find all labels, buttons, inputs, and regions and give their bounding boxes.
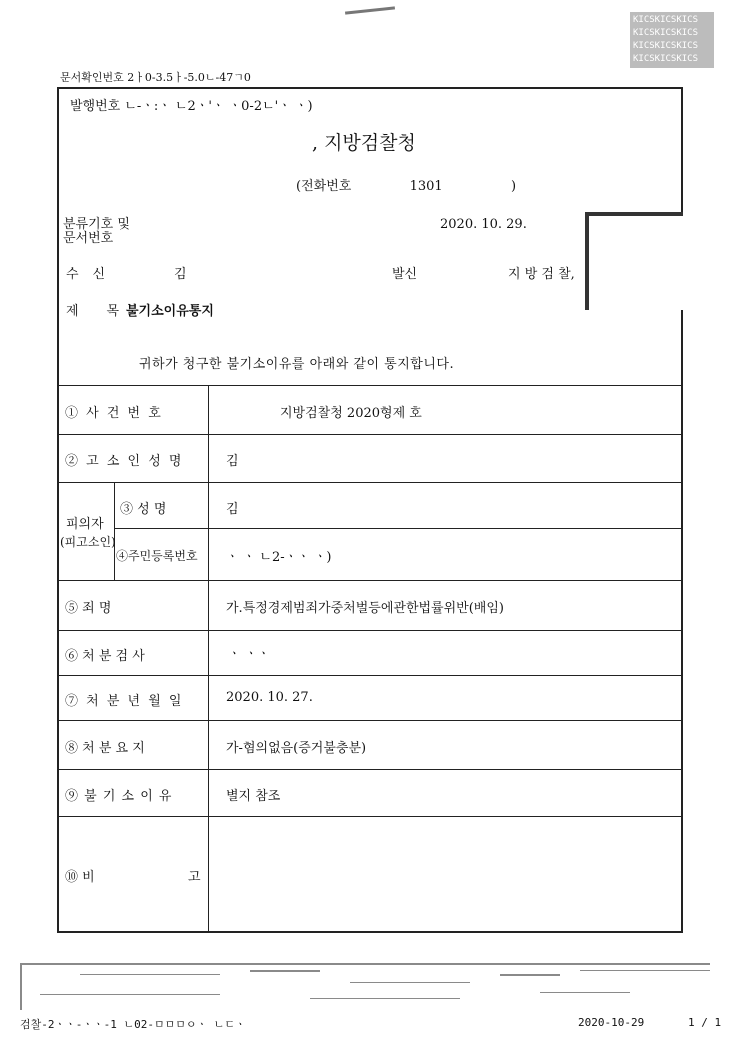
disposition-summary-value: 가-혐의없음(증거불충분) bbox=[226, 741, 367, 756]
phone-label: (전화번호 bbox=[296, 179, 352, 194]
watermark-stamp bbox=[630, 12, 714, 68]
phone-close: ) bbox=[510, 179, 517, 194]
agency-title: , 지방검찰청 bbox=[312, 132, 416, 154]
classification-label-2: 문서번호 bbox=[63, 231, 114, 246]
subject-value: 불기소이유통지 bbox=[126, 304, 214, 319]
phone-line bbox=[296, 175, 516, 194]
issue-date: 2020. 10. 29. bbox=[440, 217, 527, 232]
prosecutor-value: ㆍ ㆍㆍ bbox=[228, 647, 270, 662]
table-line bbox=[57, 675, 683, 676]
table-line bbox=[57, 769, 683, 770]
table-line bbox=[57, 482, 683, 483]
case-number-value: 지방검찰청 2020형제 호 bbox=[280, 406, 422, 421]
document-confirm-number: 문서확인번호 2ㅏ0-3.5ㅏ-5.0ㄴ-47ㄱ0 bbox=[60, 71, 251, 84]
scan-mark bbox=[345, 6, 395, 14]
issue-number: 발행번호 ㄴ-ㆍ:ㆍ ㄴ2ㆍ'ㆍ ㆍ0-2ㄴ'ㆍ ㆍ) bbox=[70, 99, 313, 114]
remarks-label: ⑩ 비 bbox=[65, 870, 95, 885]
disposition-date-value: 2020. 10. 27. bbox=[226, 690, 313, 705]
suspect-id-value: ㆍ ㆍ ㄴ2-ㆍㆍ ㆍ) bbox=[226, 550, 332, 565]
recipient-label: 수신 bbox=[66, 267, 120, 282]
reason-label: ⑨ 불 기 소 이 유 bbox=[65, 789, 173, 804]
complainant-value: 김 bbox=[226, 454, 239, 469]
disposition-date-label: ⑦ 처 분 년 월 일 bbox=[65, 694, 184, 709]
table-column-line bbox=[114, 482, 115, 580]
sender-label: 발신 bbox=[392, 267, 418, 282]
footer-page: 1 / 1 bbox=[688, 1016, 722, 1029]
suspect-label-sub: (피고소인) bbox=[60, 535, 116, 549]
table-line bbox=[57, 434, 683, 435]
table-line bbox=[57, 630, 683, 631]
suspect-label: 피의자 bbox=[66, 517, 104, 532]
subject-label: 제목 bbox=[66, 304, 148, 319]
disposition-summary-label: ⑧ 처 분 요 지 bbox=[65, 741, 145, 756]
table-column-line bbox=[208, 385, 209, 933]
suspect-id-label: ④주민등록번호 bbox=[116, 549, 198, 563]
seal-redacted bbox=[585, 212, 683, 310]
phone-number: 1301 bbox=[409, 179, 443, 194]
table-line bbox=[57, 720, 683, 721]
table-top-line bbox=[57, 385, 683, 386]
suspect-name-value: 김 bbox=[226, 502, 239, 517]
scan-noise bbox=[20, 960, 720, 1010]
crime-value: 가.특정경제범죄가중처벌등에관한법률위반(배임) bbox=[226, 601, 504, 616]
footer-date: 2020-10-29 bbox=[578, 1016, 645, 1029]
complainant-label: ② 고 소 인 성 명 bbox=[65, 454, 184, 469]
suspect-name-label: ③ 성 명 bbox=[120, 502, 167, 517]
watermark-line: KICSKICSKICS bbox=[633, 41, 699, 51]
table-line bbox=[114, 528, 683, 529]
watermark-line: KICSKICSKICS bbox=[633, 28, 699, 38]
watermark-line: KICSKICSKICS bbox=[633, 54, 699, 64]
remarks-label-end: 고 bbox=[188, 870, 201, 885]
sender-name: 지 방 검 찰, bbox=[508, 267, 575, 282]
case-number-label: ① 사 건 번 호 bbox=[65, 406, 163, 421]
prosecutor-label: ⑥ 처 분 검 사 bbox=[65, 649, 145, 664]
footer-doc-code: 검찰-2ㆍㆍ-ㆍㆍ-1 ㄴ02-ㅁㅁㅁㅇㆍ ㄴㄷㆍ bbox=[20, 1018, 246, 1031]
table-line bbox=[57, 580, 683, 581]
classification-label-1: 분류기호 및 bbox=[63, 217, 130, 232]
crime-label: ⑤ 죄 명 bbox=[65, 601, 112, 616]
watermark-line: KICSKICSKICS bbox=[633, 15, 699, 25]
recipient-name: 김 bbox=[174, 267, 187, 282]
reason-value: 별지 참조 bbox=[226, 789, 281, 804]
table-line bbox=[57, 816, 683, 817]
intro-text: 귀하가 청구한 불기소이유를 아래와 같이 통지합니다. bbox=[139, 357, 455, 372]
